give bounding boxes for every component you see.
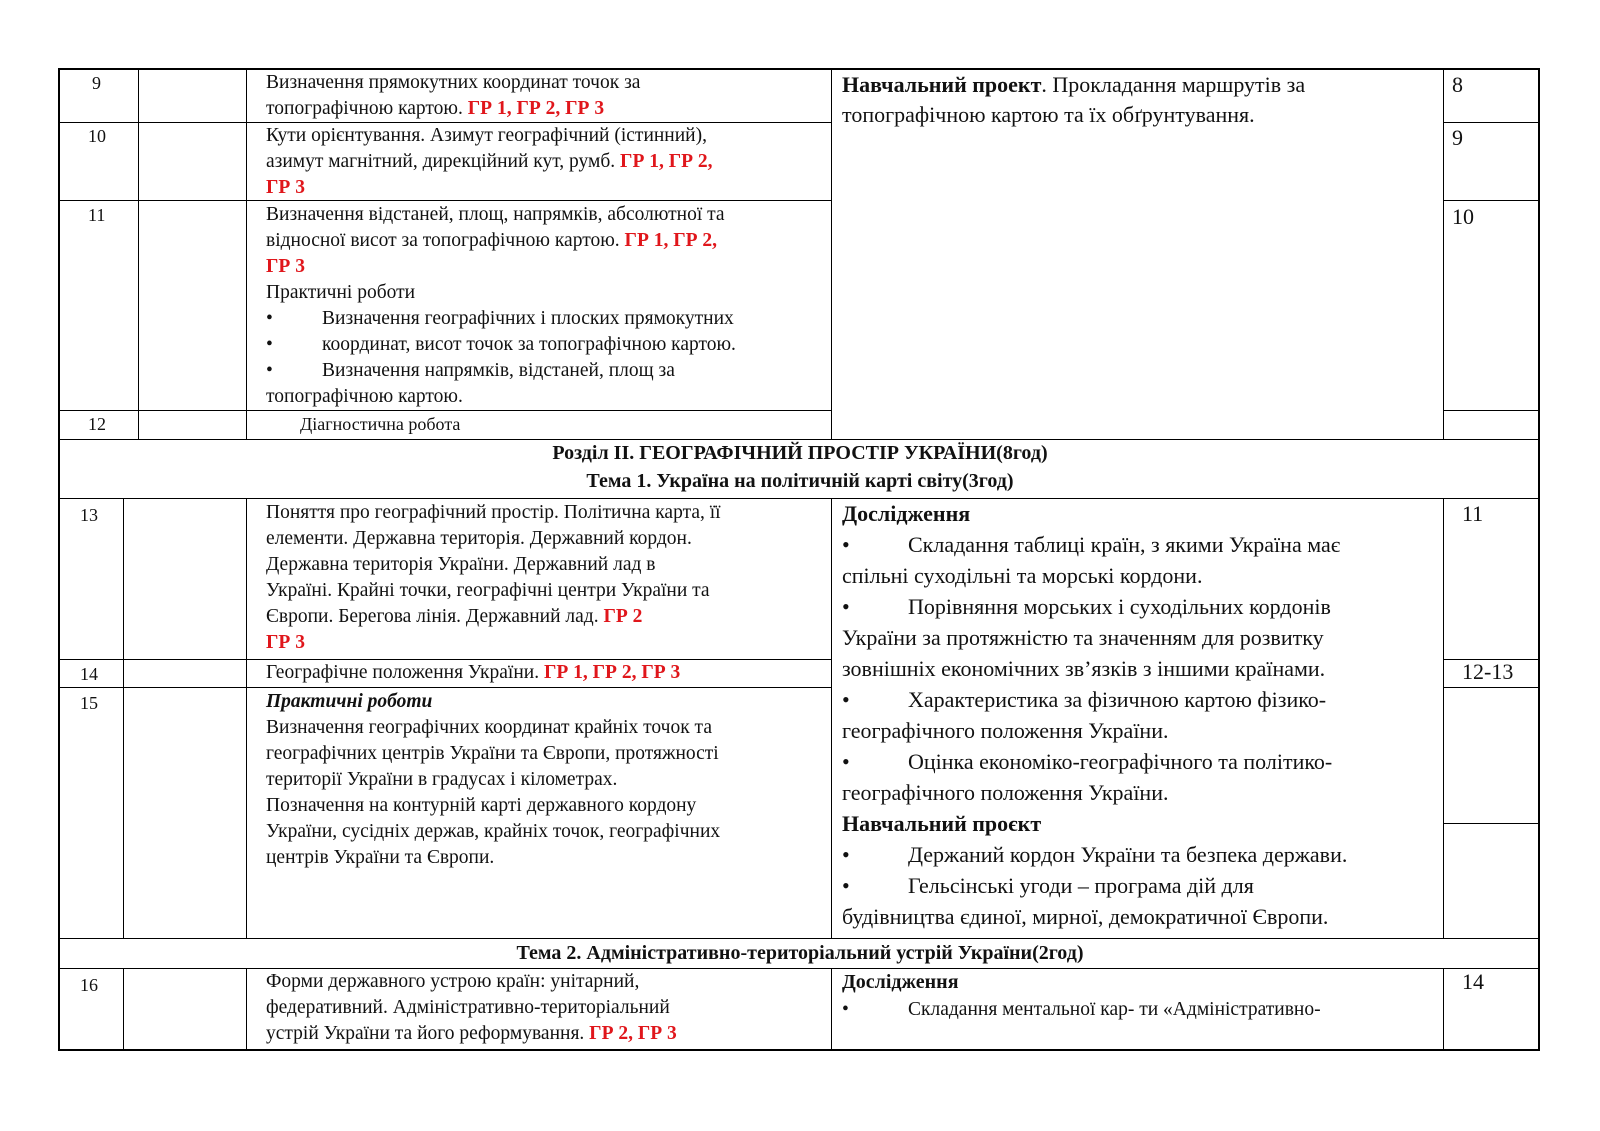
bullet-marker: • [266,308,273,329]
groups-badge: ГР 1, ГР 2, ГР 3 [543,662,681,683]
hours-cell: 11 [1462,501,1484,526]
project-item: Держаний кордон України та безпека держави. [908,842,1348,867]
groups-badge: ГР 2 [598,606,643,627]
groups-badge: ГР 3 [266,177,305,198]
lesson-topic-line: центрів України та Європи. [266,847,495,868]
row-number: 11 [88,205,106,225]
groups-badge: ГР 2, ГР 3 [589,1023,677,1044]
lesson-topic-line: федеративний. Адміністративно-територіальний [266,997,670,1018]
lesson-topic-line: Європи. Берегова лінія. Державний лад. ГР 2 [266,606,643,627]
lesson-topic-line: території України в градусах і кілометрах. [266,769,618,790]
groups-badge: ГР 3 [266,256,305,277]
research-item: України за протяжністю та значенням для розвитку [842,625,1324,650]
groups-badge: ГР 1, ГР 2, ГР 3 [467,98,605,119]
row-number: 14 [80,664,98,684]
groups-badge: ГР 3 [266,632,305,653]
research-title: Дослідження [842,501,971,526]
lesson-topic-line: елементи. Державна територія. Державний кордон. [266,528,692,549]
lesson-topic-line: устрій України та його реформування. ГР 2, ГР 3 [266,1023,677,1044]
lesson-topic-line: Визначення відстаней, площ, напрямків, абсолютної та [266,204,725,225]
project-title: Навчальний проєкт [842,811,1042,836]
lesson-topic-line: азимут магнітний, дирекційний кут, румб. ГР 1, ГР 2, [266,151,713,172]
bullet-marker: • [266,334,273,355]
groups-badge: ГР 1, ГР 2, [615,151,713,172]
row-number: 10 [88,126,106,146]
bullet-marker: • [842,842,850,867]
lesson-topic-line: Державна територія України. Державний лад в [266,554,656,575]
lesson-topic-line: Позначення на контурній карті державного кордону [266,795,697,816]
lesson-topic-line: Поняття про географічний простір. Політична карта, її [266,502,721,523]
project-text-line: Навчальний проект. Прокладання маршрутів за [842,72,1306,97]
research-item: Складання таблиці країн, з якими Україна має [908,532,1341,557]
bullet-marker: • [842,687,850,712]
groups-badge: ГР 1, ГР 2, [619,230,718,251]
lesson-topic-line: Україні. Крайні точки, географічні центри України та [266,580,710,601]
research-item: Порівняння морських і суходільних кордонів [908,594,1331,619]
practical-works-label: Практичні роботи [266,282,416,303]
lesson-topic-line: відносної висот за топографічною картою. ГР 1, ГР 2, [266,230,718,251]
row-number: 16 [80,975,98,995]
lesson-topic-line: Діагностична робота [300,414,461,434]
practical-item: координат, висот точок за топографічною картою. [322,334,736,355]
row-number: 9 [92,73,101,93]
research-item: Складання ментальної кар- ти «Адміністративно- [908,999,1321,1020]
hours-cell: 10 [1452,204,1474,229]
lesson-topic-line: України, сусідніх держав, крайніх точок, географічних [266,821,721,842]
lesson-topic-line: географічних центрів України та Європи, протяжності [266,743,719,764]
hours-cell: 14 [1462,969,1484,994]
research-item: географічного положення України. [842,780,1169,805]
row-number: 12 [88,414,106,434]
practical-item: Визначення напрямків, відстаней, площ за [322,360,675,381]
row-number: 13 [80,505,98,525]
lesson-topic-line: Форми державного устрою країн: унітарний, [266,971,640,992]
research-item: спільні суходільні та морські кордони. [842,563,1203,588]
lesson-topic-line: Визначення географічних координат крайніх точок та [266,717,712,738]
project-text-line: топографічною картою та їх обґрунтування. [842,102,1255,127]
practical-works-title: Практичні роботи [266,691,433,712]
lesson-topic-line: Кути орієнтування. Азимут географічний (істинний), [266,125,707,146]
practical-item: Визначення географічних і плоских прямокутних [322,308,734,329]
topic-header: Тема 1. Україна на політичній карті світу(3год) [586,470,1014,492]
topic-header: Тема 2. Адміністративно-територіальний устрій України(2год) [516,942,1084,964]
research-item: Характеристика за фізичною картою фізико- [908,687,1327,712]
project-item: Гельсінські угоди – програма дій для [908,873,1254,898]
research-item: зовнішніх економічних зв’язків з іншими країнами. [842,656,1326,681]
project-item: будівництва єдиної, мирної, демократичної Європи. [842,904,1329,929]
hours-cell: 12-13 [1462,659,1514,684]
lesson-topic-line: Визначення прямокутних координат точок за [266,72,641,93]
lesson-topic-line: топографічною картою. ГР 1, ГР 2, ГР 3 [266,98,605,119]
bullet-marker: • [842,749,850,774]
hours-cell: 8 [1452,72,1463,97]
bullet-marker: • [842,873,850,898]
hours-cell: 9 [1452,125,1463,150]
section-header: Розділ ІІ. ГЕОГРАФІЧНИЙ ПРОСТІР УКРАЇНИ(8год) [552,442,1048,464]
bullet-marker: • [842,594,850,619]
practical-item: топографічною картою. [266,386,463,407]
research-item: Оцінка економіко-географічного та політико- [908,749,1333,774]
lesson-topic-line: Географічне положення України. ГР 1, ГР 2, ГР 3 [266,662,681,683]
research-item: географічного положення України. [842,718,1169,743]
bullet-marker: • [842,999,849,1020]
bullet-marker: • [266,360,273,381]
bullet-marker: • [842,532,850,557]
row-number: 15 [80,693,98,713]
research-title: Дослідження [842,971,959,993]
